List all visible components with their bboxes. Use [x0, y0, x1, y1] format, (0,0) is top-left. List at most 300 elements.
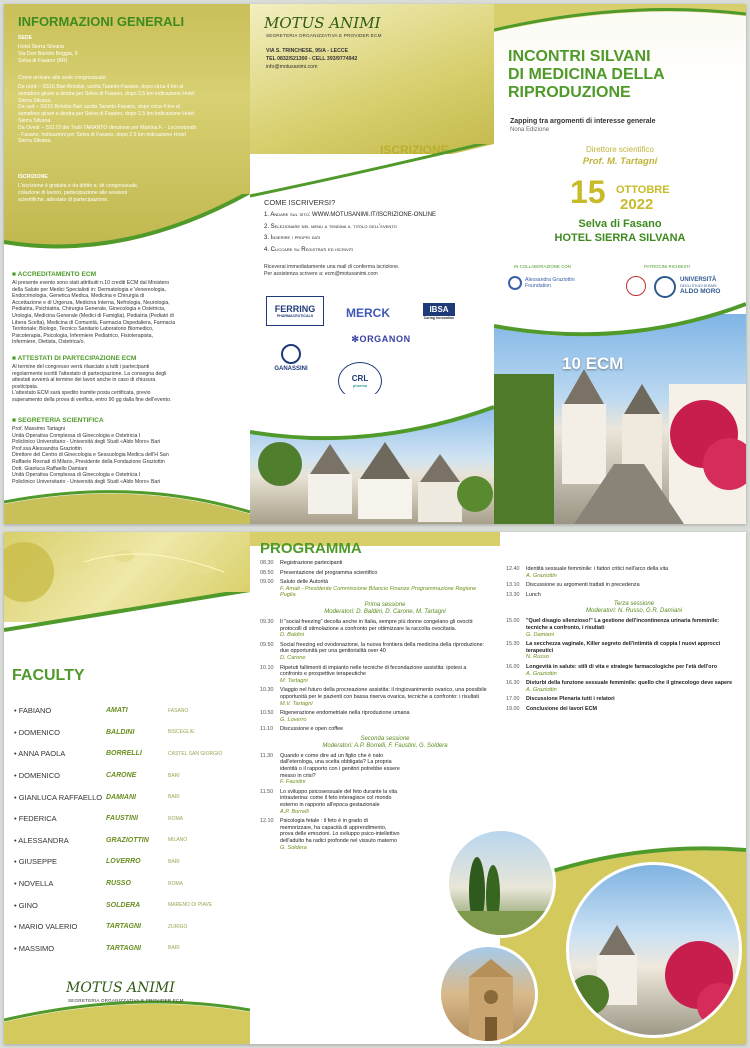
programma-desc-text: Ripetuti fallimenti di impianto nelle tecniche di fecondazione assistita: ipotesi a confronto e prospettive terapeutiche [280, 664, 467, 678]
faculty-first-name-text: FEDERICA [18, 814, 57, 824]
programma-desc [526, 618, 742, 638]
segreteria-title: ■ SEGRETERIA SCIENTIFICA [12, 417, 104, 424]
faculty-first-name-text: FABIANO [18, 706, 52, 716]
sede-line: Hotel Sierra Silvana [18, 44, 64, 50]
programma-item [260, 642, 490, 662]
programma-speaker: A. Graziottin [526, 686, 557, 693]
attestati-line: attestati avverrà al termine dei lavori anche in caso di chiusura [12, 377, 156, 384]
faculty-city-text: ROMA [168, 880, 183, 887]
route-line: semaforo girare a destra per Selva di Fasano, dopo 2,5 km indicazione Hotel [18, 111, 195, 118]
faculty-city-text: MARENO DI PIAVE [168, 902, 213, 909]
faculty-city-text: BARI [168, 772, 180, 779]
programma-item [506, 706, 742, 713]
programma-desc-text: Psicologia fetale : il feto è in grado di memorizzare, ha capacità di apprendimento, prova delle emozioni. Lo sviluppo psico-intellettivo dell'adulto ha radici profonde nel vissuto materno [280, 818, 400, 844]
programma-time: 10.30 [260, 687, 274, 694]
faculty-city [168, 924, 187, 930]
programma-time: 10.10 [260, 664, 274, 671]
attestati-line: superamento della prova di verifica, entro 90 gg dalla fine dell'evento. [12, 396, 172, 403]
programma-desc [280, 560, 342, 567]
faculty-row [14, 916, 244, 938]
faculty-first-name [14, 879, 106, 888]
faculty-city [168, 773, 180, 779]
programma-speaker: G. Soldera [280, 844, 307, 851]
faculty-last-name [106, 902, 168, 909]
ganassini-logo: GANASSINI [262, 338, 320, 378]
faculty-last-name-text: AMATI [106, 707, 128, 715]
route-line: - Fasano. Indicazioni per Selva di Fasano, dopo 2,5 km indicazione Hotel [18, 131, 186, 138]
cover-edition: Nona Edizione [510, 127, 550, 133]
faculty-last-name [106, 858, 168, 865]
bullet-icon: • [14, 792, 19, 802]
sede-line: Selva di Fasano (BR) [18, 57, 68, 64]
programma-morning [260, 560, 490, 854]
faculty-row [14, 808, 244, 830]
programma-desc-text: Social freezing ed ovodonazione, la nuova frontiera della medicina della riproduzione: due opportunità per una genitorialità over 40 [280, 641, 485, 655]
programma-desc-text: Presentazione del programma scientifico [280, 569, 378, 576]
merck-logo: MERCK [346, 306, 390, 320]
programma-item [260, 570, 490, 577]
programma-item [506, 680, 742, 693]
programma-desc-text: Longevità in salute: stili di vita e strategie farmacologiche per l'età dell'oro [526, 663, 717, 670]
faculty-last-name-text: LOVERRO [106, 858, 141, 866]
event-month: OTTOBRE [616, 184, 670, 196]
accreditamento-text [12, 280, 244, 346]
programma-speaker: M. Tartagni [280, 677, 308, 684]
faculty-wave [4, 592, 250, 652]
iscrizione-title: ISCRIZIONE [380, 143, 449, 157]
info-title: INFORMAZIONI GENERALI [18, 14, 185, 29]
cover-subtitle: Zapping tra argomenti di interesse generale [510, 118, 656, 125]
faculty-first-name [14, 901, 106, 910]
iscrizione-info-line: L'iscrizione è gratuita e da diritto a: kit congressuale, [18, 183, 139, 189]
programma-item [260, 726, 490, 733]
programma-item [260, 687, 490, 707]
programma-time: 12.10 [260, 818, 274, 825]
attestati-line: Al termine del congresso verrà rilasciato a tutti i partecipanti [12, 364, 150, 370]
motus-address: VIA S. TRINCHESE, 95/A - LECCE [266, 48, 349, 54]
faculty-first-name-text: GIANLUCA RAFFAELLO [18, 792, 103, 802]
segreteria-line: Policlinico Universitario - Università degli Studi «Aldo Moro» Bari [12, 478, 161, 485]
programma-item [506, 696, 742, 703]
faculty-first-name-text: ALESSANDRA [18, 835, 69, 845]
programma-desc-text: Rigenerazione endometriale nella riproduzione umana [280, 710, 410, 717]
accreditamento-line: Accettazione e di Urgenza, Medicina Interna, Nefrologia, Neurologia, [12, 299, 170, 306]
session-header: Prima sessione Moderatori: D. Baldini, D. Carone, M. Tartagni [324, 601, 446, 615]
circle-photo-illustration [569, 865, 742, 1038]
programma-time: 11.10 [260, 726, 274, 733]
programma-speaker: A.P. Borrelli [280, 808, 309, 815]
faculty-first-name [14, 706, 106, 715]
faculty-row [14, 700, 244, 722]
iscrizione-panel [250, 4, 494, 524]
programma-item [506, 618, 742, 638]
gold-wave-decoration [4, 474, 250, 524]
faculty-first-name-text: MARIO VALERIO [18, 922, 78, 932]
accreditamento-line: Urologia, Medicina Generale (Medici di Famiglia), Pediatria (Pediatri di [12, 312, 174, 319]
programma-desc [526, 706, 597, 713]
circle-photo-cypress [446, 828, 556, 938]
programma-speaker: A. Graziottin [526, 572, 557, 579]
programma-desc-text: Lunch [526, 591, 541, 598]
photo-wave-top [250, 394, 494, 454]
programma-panel-2 [500, 532, 746, 1044]
programma-desc-text: Viaggio nel futuro della procreazione assistita: il ringiovanimento ovarico, una possibile opportunità per le pazienti con bassa riserva ovarica, tecniche a confronto: i risultati [280, 687, 487, 700]
programma-time: 13.10 [506, 582, 520, 589]
session-header: Seconda sessione Moderatori: A.P. Borrelli, F. Faustini, G. Soldera [322, 735, 448, 749]
accreditamento-line: della Salute per Medici Specialisti in: Dermatologia e Venereologia, [12, 286, 166, 293]
programma-item [260, 665, 490, 685]
faculty-first-name-text: DOMENICO [18, 771, 60, 781]
faculty-last-name-text: BORRELLI [106, 750, 142, 758]
faculty-first-name [14, 836, 106, 845]
programma-desc [280, 753, 400, 786]
faculty-city-text: ROMA [168, 815, 183, 822]
iscrizione-step: 4. Cliccare su Registrati ed iscriviti [264, 246, 354, 253]
faculty-last-name [106, 707, 168, 714]
motus-email[interactable]: info@motusanimi.com [266, 64, 318, 70]
programma-time: 09.00 [260, 579, 274, 586]
sede-label: SEDE [18, 35, 33, 41]
iscrizione-note-1: Riceverai immediatamente una mail di conferma iscrizione. [264, 264, 400, 270]
programma-desc-text: Conclusione dei lavori ECM [526, 705, 597, 712]
faculty-last-name [106, 772, 168, 779]
faculty-last-name-text: CARONE [106, 772, 137, 780]
faculty-row [14, 743, 244, 765]
programma-desc [280, 570, 377, 577]
programma-speaker: G. Loverro [280, 716, 307, 723]
faculty-last-name [106, 837, 168, 844]
bullet-icon: • [14, 922, 19, 932]
programma-time: 17.00 [506, 696, 520, 703]
organon-logo: ✻ ORGANON [351, 333, 411, 344]
ecm-panel [4, 269, 250, 524]
programma-desc [280, 665, 490, 685]
programma-desc-text: "Quel disagio silenzioso!" La gestione dell'incontinenza urinaria femminile: tecniche a confronto, i risultati [526, 618, 720, 631]
cover-top-wave [494, 4, 746, 44]
programma-desc [280, 710, 409, 723]
faculty-city [168, 902, 212, 908]
faculty-last-name-text: DAMIANI [106, 793, 136, 801]
iscrizione-step: 1. Andare sul sito: WWW.MOTUSANIMI.IT/ISCRIZIONE-ONLINE [264, 212, 437, 218]
programma-time: 08.30 [260, 560, 274, 566]
uniba-seal-icon [654, 276, 676, 298]
programma-desc [280, 642, 490, 662]
route-line: Sierra Silvana. [18, 117, 52, 124]
attestati-line: regolarmente iscritti l'attestato di partecipazione. La consegna degli [12, 370, 167, 377]
faculty-city-text: BARI [168, 945, 180, 952]
programma-desc-text: Registrazione partecipanti [280, 560, 343, 566]
faculty-city [168, 751, 222, 757]
motus-logo-bottom: MOTUS ANIMI [66, 980, 175, 996]
programma-time: 09.30 [260, 618, 274, 625]
attestati-text [12, 364, 244, 404]
segreteria-line: Raffaele Resnati di Milano, Presidente della Fondazione Graziottin [12, 458, 165, 465]
faculty-first-name [14, 944, 106, 953]
faculty-city [168, 794, 180, 800]
bullet-icon: • [14, 857, 19, 867]
programma-item [260, 619, 490, 639]
programma-time: 15.00 [506, 618, 520, 625]
faculty-city-text: BARI [168, 794, 180, 801]
faculty-first-name-text: DOMENICO [18, 727, 60, 737]
iscrizione-info-label: ISCRIZIONE [18, 174, 48, 180]
faculty-first-name [14, 857, 106, 866]
attestati-line: L'attestato ECM sarà spedito tramite posta certificata, previo [12, 390, 151, 397]
programma-afternoon [506, 566, 742, 716]
programma-time: 11.50 [260, 788, 274, 795]
programma-desc [280, 818, 400, 851]
programma-narrow-block [260, 753, 400, 851]
accreditamento-line: Pediatria, Psichiatria, Chirurgia Generale, Ginecologia e Ostetricia, [12, 306, 166, 313]
programma-desc-text: Saluto delle Autorità [280, 579, 328, 586]
programma-desc-text: Discussione e open coffee [280, 726, 344, 733]
programma-desc [526, 582, 640, 589]
bullet-icon: • [14, 771, 19, 781]
faculty-last-name-text: RUSSO [106, 880, 131, 888]
brochure-outside [4, 4, 746, 524]
faculty-first-name-text: MASSIMO [18, 943, 55, 953]
programma-item [260, 789, 400, 815]
programma-time: 09.50 [260, 641, 274, 648]
programma-speaker: F. Faustini [280, 779, 306, 786]
attestati-title: ■ ATTESTATI DI PARTECIPAZIONE ECM [12, 355, 137, 362]
programma-time: 11.30 [260, 752, 274, 759]
faculty-first-name [14, 814, 106, 823]
programma-desc-text: Lo sviluppo psicosessuale del feto durante la vita intrauterina: come il feto interagisce col mondo esterno in rapporto all'epoca gestazionale [280, 788, 398, 809]
accreditamento-line: Libera Scelta), Medicina di Comunità, Farmacia Ospedaliera, Farmacia [12, 319, 176, 326]
iscrizione-step: 3. Inserire i propri dati [264, 235, 321, 242]
programma-speaker: M.V. Tartagni [280, 700, 313, 707]
programma-desc-text: La secchezza vaginale, Killer segreto dell'intimità di coppia I nuovi approcci terapeutici [526, 641, 721, 654]
faculty-city-text: ZURIGO [168, 923, 188, 930]
segreteria-line: Unità Operativa Complessa di Ginecologia e Ostetricia I [12, 472, 141, 479]
programma-item [506, 641, 742, 661]
faculty-last-name-text: TARTAGNI [106, 923, 141, 931]
iscrizione-info-line: colazione di lavoro, partecipazione alle sessioni [18, 189, 128, 196]
bullet-icon: • [14, 727, 19, 737]
faculty-last-name [106, 880, 168, 887]
programma-time: 19.00 [506, 705, 520, 712]
circle-photo-church [438, 944, 538, 1044]
graziottin-logo: Alessandra Graziottin Foundation [508, 276, 595, 290]
segreteria-line: Dott. Gianluca Raffaello Damiani [12, 465, 88, 472]
route-line: semaforo girare a destra per Selva di Fasano, dopo 2,5 km indicazione Hotel [18, 90, 195, 97]
faculty-row [14, 873, 244, 895]
programma-desc-text: Discussione su argomenti trattati in precedenza [526, 582, 640, 589]
segreteria-line: Prof.ssa Alessandra Graziottin [12, 445, 82, 452]
come-arrivare: Come arrivare alla sede congressuale: [18, 75, 107, 81]
accreditamento-line: Psicoterapia, Psicologia, Infermiere Pediatrico, Fisioterapista, [12, 332, 153, 339]
ibsa-logo: IBSA Caring Innovation [423, 304, 455, 320]
faculty-row [14, 765, 244, 787]
faculty-last-name [106, 945, 168, 952]
patronage-label: PATROCINI RICHIESTI [644, 264, 691, 269]
segreteria-line: Policlinico Universitario - Università degli Studi «Aldo Moro» Bari [12, 439, 161, 446]
bullet-icon: • [14, 814, 19, 824]
route-line: Da Ovest – SS172 dei Trulli TARANTO direzione per Martina F. - Locorotondo [18, 124, 197, 131]
programma-item [260, 579, 490, 599]
programma-item [506, 664, 742, 677]
faculty-city-text: BARI [168, 858, 180, 865]
segreteria-line: Direttore del Centro di Ginecologia e Sessuologia Medica dell'H San [12, 452, 169, 459]
faculty-last-name-text: FAUSTINI [106, 815, 138, 823]
bullet-icon: • [14, 749, 19, 759]
segreteria-line: Unità Operativa Complessa di Ginecologia e Ostetricia I [12, 432, 141, 439]
sede-line: Via Don Bartolo Boggia, 9 [18, 50, 78, 57]
programma-desc [280, 619, 490, 639]
programma-item [260, 710, 490, 723]
faculty-list [14, 700, 244, 959]
faculty-panel [4, 532, 250, 1044]
faculty-row [14, 894, 244, 916]
faculty-last-name-text: GRAZIOTTIN [106, 836, 149, 844]
programma-item [506, 582, 742, 589]
faculty-first-name-text: NOVELLA [18, 879, 54, 889]
iscrizione-note-2: Per assistenza scrivere a: ecm@motusanimi.com [264, 271, 378, 277]
faculty-first-name [14, 793, 106, 802]
faculty-last-name [106, 923, 168, 930]
programma-item [260, 753, 400, 786]
iscrizione-step: 2. Selezionare nel menu a tendina il titolo dell'evento [264, 223, 397, 230]
faculty-first-name-text: GINO [18, 900, 38, 910]
session-header: Terza sessione Moderatori: N. Russo, G.R. Damiani [585, 601, 683, 615]
faculty-last-name [106, 750, 168, 757]
director-label: Direttore scientifico [585, 145, 655, 154]
faculty-city [168, 881, 183, 887]
programma-item [506, 566, 742, 579]
come-iscriversi: COME ISCRIVERSI? [264, 198, 336, 207]
sede-address [18, 44, 78, 64]
accreditamento-line: Infermiere, Dietista, Ostetrica/o. [12, 339, 85, 346]
faculty-first-name [14, 749, 106, 758]
programma-desc [280, 579, 490, 599]
ganassini-emblem-icon [281, 344, 301, 364]
bullet-icon: • [14, 835, 19, 845]
bullet-icon: • [14, 900, 19, 910]
programma-item [260, 560, 490, 567]
faculty-row [14, 938, 244, 960]
faculty-first-name [14, 771, 106, 780]
faculty-row [14, 722, 244, 744]
programma-time: 13.30 [506, 591, 520, 598]
programma-desc [526, 592, 541, 599]
event-day: 15 [570, 174, 606, 210]
route-line: Sierra Silvana. [18, 97, 52, 104]
puglia-seal-icon [626, 276, 646, 296]
programma-desc-text: Discussione Plenaria tutti i relatori [526, 696, 615, 703]
programma-time: 12.40 [506, 566, 520, 572]
faculty-city [168, 945, 180, 951]
programma-speaker: A. Graziottin [526, 670, 557, 677]
faculty-first-name [14, 922, 106, 931]
programma-speaker: G. Damiani [526, 631, 554, 638]
accreditamento-line: Territoriale; Biologo, Tecnico Sanitario Laboratorio Biomedico, [12, 326, 154, 333]
programma-time: 16.30 [506, 680, 520, 687]
faculty-city-text: CASTEL SAN GIORGIO [168, 750, 223, 757]
graziottin-emblem-icon [508, 276, 522, 290]
programma-desc-text: Il "social freezing" decolla anche in Italia, sempre più donne congelano gli ovociti: protocolli di stimolazione a confronto per ottimizzare la raccolta ovocitaria. [280, 618, 474, 632]
motus-logo: MOTUS ANIMI [264, 14, 381, 32]
programma-item [260, 818, 400, 851]
attestati-line: posticipata. [12, 383, 39, 390]
route-line: Sierra Silvana. [18, 138, 52, 145]
programma-desc-text: Identità sessuale femminile: i fattori critici nell'arco della vita [526, 566, 669, 572]
programma-desc [526, 664, 717, 677]
info-panel [4, 4, 250, 269]
faculty-last-name [106, 815, 168, 822]
faculty-first-name [14, 728, 106, 737]
route-directions [18, 84, 240, 145]
programma-desc [526, 680, 732, 693]
faculty-last-name [106, 729, 168, 736]
faculty-city [168, 837, 187, 843]
cover-title: INCONTRI SILVANI DI MEDICINA DELLA RIPRODUZIONE [508, 48, 665, 101]
programma-speaker: F. Amati - Presidente Commissione Bilancio Finanze Programmazione Regione Puglia [280, 585, 477, 599]
route-line: Da sud – SS16 Brindisi-Bari uscita Taranto-Fasano, dopo circa 4 km al [18, 104, 180, 111]
programma-item [506, 592, 742, 599]
crl-pharma-logo: CRL pharma [338, 362, 382, 400]
bullet-icon: • [14, 943, 19, 953]
faculty-first-name-text: ANNA PAOLA [18, 749, 66, 759]
event-year: 2022 [620, 196, 654, 213]
programma-desc [280, 789, 400, 815]
director-name: Prof. M. Tartagni [582, 156, 658, 167]
faculty-last-name-text: SOLDERA [106, 901, 141, 909]
faculty-row [14, 786, 244, 808]
event-place: Selva di Fasano [578, 218, 662, 230]
programma-time: 16.00 [506, 663, 520, 670]
cover-panel [494, 4, 746, 524]
faculty-last-name [106, 794, 168, 801]
programma-speaker: D. Carone [280, 654, 306, 661]
programma-desc [280, 687, 490, 707]
faculty-city [168, 859, 180, 865]
ferring-logo: FERRING PHARMACEUTICALS [266, 296, 324, 326]
programma-speaker: N. Russo [526, 654, 550, 661]
faculty-city [168, 729, 194, 735]
faculty-city-text: MILANO [168, 837, 188, 844]
programma-title: PROGRAMMA [260, 540, 362, 557]
route-line: Da nord – SS16 Bari-Brindisi, uscita Taranto-Fasano, dopo circa 4 km al [18, 84, 184, 90]
bullet-icon: • [14, 879, 19, 889]
motus-phone: TEL 0832/521300 - CELL 393/9774942 [266, 56, 358, 62]
event-hotel: HOTEL SIERRA SILVANA [554, 232, 686, 244]
programma-time: 15.30 [506, 641, 520, 648]
programma-desc-text: Disturbi della funzione sessuale femminile: quello che il ginecologo deve sapere [526, 680, 733, 687]
programma-desc [526, 566, 668, 579]
bullet-icon: • [14, 706, 19, 716]
segreteria-line: Prof. Massimo Tartagni [12, 426, 65, 432]
faculty-bottom-wave [4, 962, 250, 1044]
accreditamento-title: ■ ACCREDITAMENTO ECM [12, 271, 97, 278]
faculty-city-text: FASANO [168, 707, 189, 714]
cover-photo-wave [494, 300, 746, 360]
iscrizione-info-line: scientifiche, attestato di partecipazione. [18, 196, 109, 203]
uniba-logo: UNIVERSITÀ DEGLI STUDI DI BARI ALDO MORO [680, 277, 721, 295]
accreditamento-line: Endocrinologia, Genetica Medica, Medicina e Chirurgia di [12, 293, 145, 300]
iscrizione-wave [250, 144, 494, 204]
programma-desc [526, 696, 615, 703]
faculty-last-name-text: BALDINI [106, 728, 135, 736]
circle-photo-trulli [566, 862, 742, 1038]
faculty-title: FACULTY [12, 667, 85, 684]
collab-label: IN COLLABORAZIONE CON [514, 264, 571, 269]
programma-desc [280, 726, 343, 733]
motus-subtitle-bottom: SEGRETERIA ORGANIZZATIVA E PROVIDER ECM [68, 998, 184, 1003]
faculty-row [14, 830, 244, 852]
faculty-row [14, 851, 244, 873]
programma-desc [526, 641, 742, 661]
